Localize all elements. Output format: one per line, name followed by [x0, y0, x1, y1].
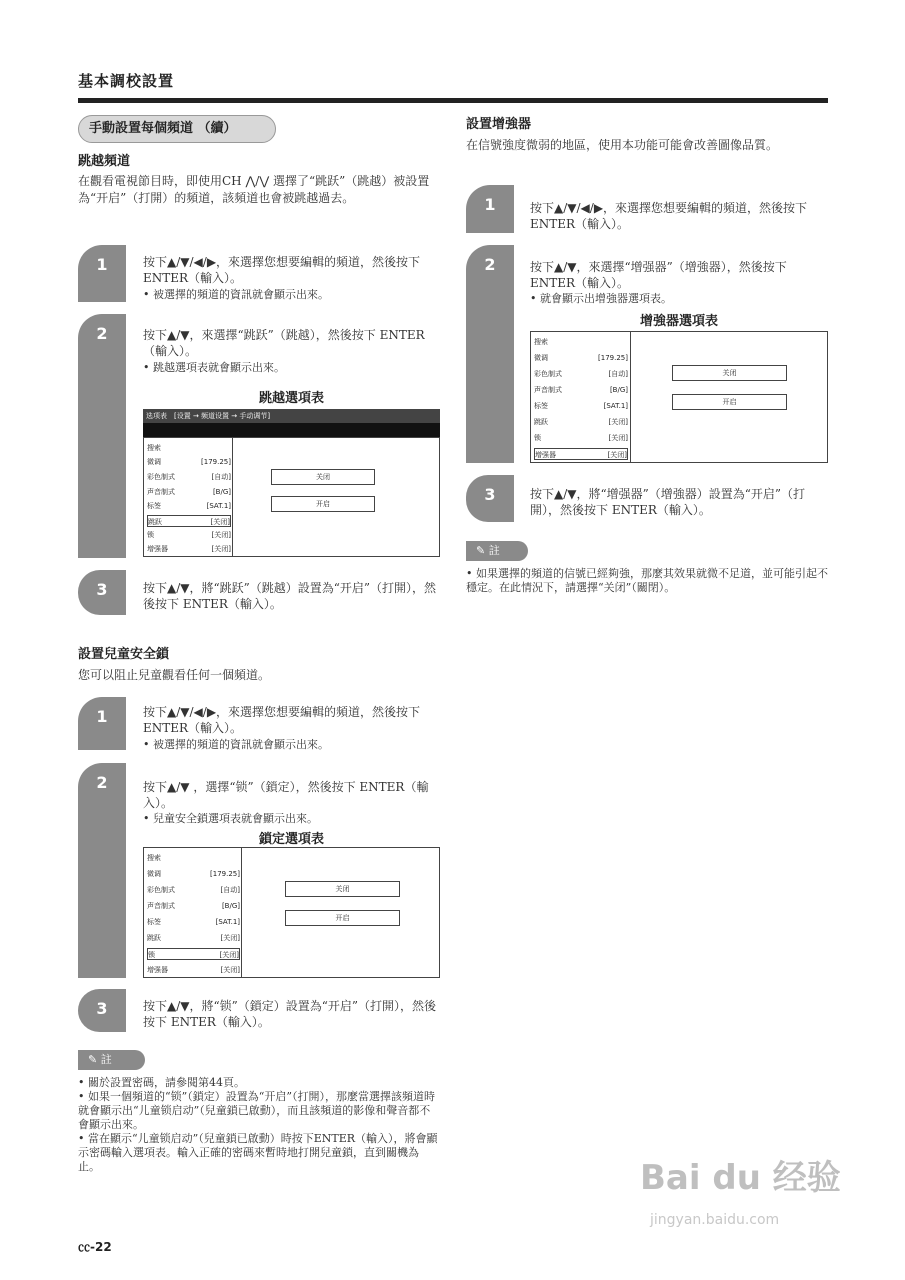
option-off[interactable]: 关闭 [285, 881, 400, 897]
skip-menu-header: 选项表 [设置 → 频道设置 → 手动调节] [143, 409, 440, 423]
menu-row-sound[interactable]: 声音制式 [B/G] [534, 386, 628, 394]
menu-row-lock[interactable]: 锁 [关闭] [147, 531, 231, 539]
booster-menu [530, 331, 828, 463]
lock-heading: 設置兒童安全鎖 [78, 647, 170, 662]
option-on[interactable]: 开启 [285, 910, 400, 926]
lock-step2-num: 2 [78, 763, 126, 978]
lock-note-1: • 關於設置密碼，請參閱第44頁。 [78, 1076, 245, 1089]
lock-step3-num: 3 [78, 989, 126, 1032]
skip-step1-text: 按下▲/▼/◀/▶，來選擇您想要編輯的頻道，然後按下 ENTER（輸入）。 [143, 255, 421, 285]
lock-intro: 您可以阻止兒童觀看任何一個頻道。 [78, 668, 271, 682]
lock-step2-bullet: • 兒童安全鎖選項表就會顯示出來。 [143, 812, 318, 825]
menu-row-booster[interactable]: 增强器 [关闭] [147, 966, 240, 974]
lock-menu [143, 847, 440, 978]
menu-row-color[interactable]: 彩色制式 [自动] [147, 886, 240, 894]
skip-step1-num: 1 [78, 245, 126, 302]
skip-menu-bar [143, 423, 440, 437]
skip-step2-num: 2 [78, 314, 126, 558]
booster-heading: 設置增強器 [466, 117, 532, 132]
lock-note-2: • 如果一個頻道的“锁”（鎖定）設置為“开启”（打開），那麼當選擇該頻道時就會顯示出“儿童锁启动”（兒童鎖已啟動），而且該頻道的影像和聲音都不會顯示出來。 [78, 1090, 435, 1131]
lock-note-list [78, 1076, 440, 1174]
skip-step2-bullet: • 跳越選項表就會顯示出來。 [143, 361, 285, 374]
option-on[interactable]: 开启 [672, 394, 787, 410]
booster-note-pill: ✎ 註 [466, 541, 528, 561]
booster-step2-num: 2 [466, 245, 514, 463]
booster-step2-bullet: • 就會顯示出增強器選項表。 [530, 292, 672, 305]
booster-step2-text: 按下▲/▼，來選擇“增强器”（增強器），然後按下ENTER（輸入）。 [530, 260, 787, 290]
menu-row-search[interactable]: 搜索 [534, 338, 548, 346]
skip-step2-text: 按下▲/▼，來選擇“跳跃”（跳越），然後按下 ENTER（輸入）。 [143, 328, 425, 358]
menu-row-fine[interactable]: 微调 [179.25] [534, 354, 628, 362]
menu-row-fine[interactable]: 微调 [179.25] [147, 870, 240, 878]
lock-step1-num: 1 [78, 697, 126, 750]
watermark-logo: Bai du 经验 [640, 1158, 841, 1198]
skip-step3-num: 3 [78, 570, 126, 615]
option-off[interactable]: 关闭 [672, 365, 787, 381]
booster-step3-num: 3 [466, 475, 514, 522]
lock-step1-text: 按下▲/▼/◀/▶，來選擇您想要編輯的頻道，然後按下 ENTER（輸入）。 [143, 705, 421, 735]
option-on[interactable]: 开启 [271, 496, 375, 512]
menu-row-booster[interactable]: 增强器 [关闭] [534, 448, 628, 460]
booster-step3-text: 按下▲/▼，將“增强器”（增強器）設置為“开启”（打開），然後按下 ENTER（輸入）。 [530, 487, 806, 517]
lock-menu-title: 鎖定選項表 [258, 832, 324, 847]
menu-row-lock[interactable]: 锁 [关闭] [534, 434, 628, 442]
menu-row-sound[interactable]: 声音制式 [B/G] [147, 902, 240, 910]
skip-intro: 在觀看電視節目時，即使用CH ⋀/⋁ 選擇了“跳跃”（跳越）被設置為“开启”（打開）的頻道，該頻道也會被跳越過去。 [78, 174, 430, 205]
lock-note-pill: ✎ 註 [78, 1050, 145, 1070]
lock-step1-bullet: • 被選擇的頻道的資訊就會顯示出來。 [143, 738, 329, 751]
skip-menu-title: 跳越選項表 [258, 391, 324, 406]
booster-menu-title: 增強器選項表 [639, 314, 718, 329]
section-pill: 手動設置每個頻道 （續） [78, 115, 276, 143]
option-off[interactable]: 关闭 [271, 469, 375, 485]
menu-row-skip[interactable]: 跳跃 [关闭] [534, 418, 628, 426]
booster-step1-num: 1 [466, 185, 514, 233]
watermark-url: jingyan.baidu.com [650, 1212, 780, 1228]
booster-step1-text: 按下▲/▼/◀/▶，來選擇您想要編輯的頻道，然後按下 ENTER（輸入）。 [530, 201, 808, 231]
menu-row-label[interactable]: 标签 [SAT.1] [147, 918, 240, 926]
menu-row-color[interactable]: 彩色制式 [自动] [534, 370, 628, 378]
menu-row-skip[interactable]: 跳跃 [关闭] [147, 515, 231, 527]
note-pen-icon: ✎ [88, 1053, 101, 1066]
page-number: ㏄-22 [78, 1240, 112, 1254]
menu-row-search[interactable]: 搜索 [147, 854, 161, 862]
note-pen-icon: ✎ [476, 544, 489, 557]
menu-row-skip[interactable]: 跳跃 [关闭] [147, 934, 240, 942]
skip-step1-bullet: • 被選擇的頻道的資訊就會顯示出來。 [143, 288, 329, 301]
page-title: 基本調校設置 [78, 72, 175, 90]
menu-row-label[interactable]: 标签 [SAT.1] [147, 502, 231, 510]
booster-note: • 如果選擇的頻道的信號已經夠強，那麼其效果就微不足道，並可能引起不穩定。在此情況下，請選擇“关闭”（關閉）。 [466, 567, 828, 594]
menu-row-sound[interactable]: 声音制式 [B/G] [147, 488, 231, 496]
menu-row-fine[interactable]: 微调 [179.25] [147, 458, 231, 466]
lock-step3-text: 按下▲/▼，將“锁”（鎖定）設置為“开启”（打開），然後按下 ENTER（輸入）。 [143, 999, 437, 1029]
title-rule [78, 98, 828, 103]
menu-row-lock[interactable]: 锁 [关闭] [147, 948, 240, 960]
booster-intro: 在信號強度微弱的地區，使用本功能可能會改善圖像品質。 [466, 138, 779, 152]
menu-row-search[interactable]: 搜索 [147, 444, 161, 452]
skip-heading: 跳越頻道 [78, 154, 131, 169]
skip-step3-text: 按下▲/▼，將“跳跃”（跳越）設置為“开启”（打開），然後按下 ENTER（輸入）。 [143, 581, 437, 611]
lock-note-3: • 當在顯示“儿童锁启动”（兒童鎖已啟動）時按下ENTER（輸入），將會顯示密碼輸入選項表。輸入正確的密碼來暫時地打開兒童鎖，直到關機為止。 [78, 1132, 438, 1173]
skip-menu [143, 437, 440, 557]
menu-row-color[interactable]: 彩色制式 [自动] [147, 473, 231, 481]
lock-step2-text: 按下▲/▼ ，選擇“锁”（鎖定），然後按下 ENTER（輸入）。 [143, 780, 429, 810]
menu-row-label[interactable]: 标签 [SAT.1] [534, 402, 628, 410]
menu-row-booster[interactable]: 增强器 [关闭] [147, 545, 231, 553]
